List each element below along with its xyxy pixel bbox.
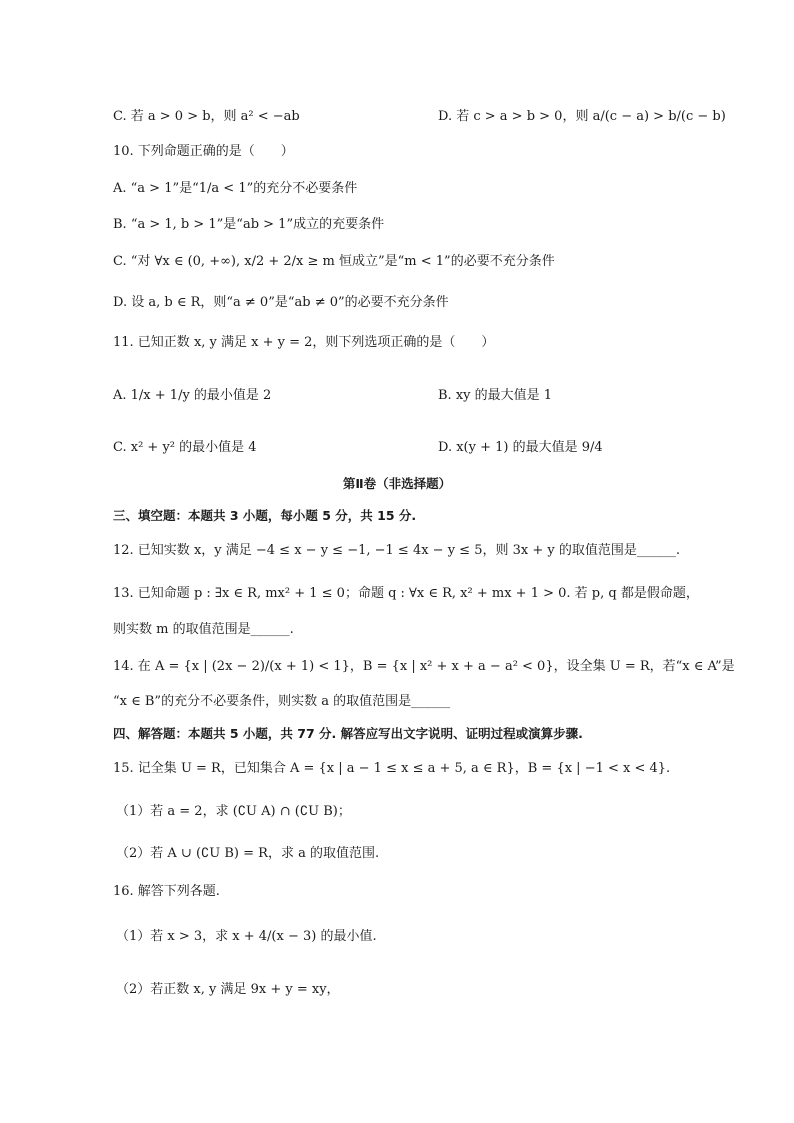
- question-15-part2: （2）若 A ∪ (∁U B) = R，求 a 的取值范围.: [116, 846, 380, 861]
- question-16-part2: （2）若正数 x, y 满足 9x + y = xy，: [116, 982, 340, 997]
- option-10a: A. “a > 1”是“1/a < 1”的充分不必要条件: [113, 181, 358, 196]
- option-11c: C. x² + y² 的最小值是 4: [113, 440, 257, 455]
- question-16: 16. 解答下列各题.: [113, 884, 220, 899]
- question-13: 13. 已知命题 p : ∃x ∈ R, mx² + 1 ≤ 0；命题 q : ∀x ∈ R, x² + mx + 1 > 0. 若 p, q 都是假命题，: [113, 586, 699, 601]
- option-10c: C. “对 ∀x ∈ (0, +∞), x/2 + 2/x ≥ m 恒成立”是“m < 1”的必要不充分条件: [113, 254, 555, 269]
- question-12: 12. 已知实数 x，y 满足 −4 ≤ x − y ≤ −1, −1 ≤ 4x − y ≤ 5，则 3x + y 的取值范围是______.: [113, 543, 680, 558]
- question-10: 10. 下列命题正确的是（ ）: [113, 144, 294, 159]
- option-10b: B. “a > 1, b > 1”是“ab > 1”成立的充要条件: [113, 217, 385, 232]
- option-9c: C. 若 a > 0 > b，则 a² < −ab: [113, 109, 300, 124]
- question-15-part1: （1）若 a = 2，求 (∁U A) ∩ (∁U B)；: [116, 804, 351, 819]
- option-9d: D. 若 c > a > b > 0，则 a/(c − a) > b/(c − b): [438, 109, 726, 124]
- question-14-cont: “x ∈ B”的充分不必要条件，则实数 a 的取值范围是______: [113, 694, 451, 709]
- question-16-part1: （1）若 x > 3，求 x + 4/(x − 3) 的最小值.: [116, 929, 377, 944]
- option-11b: B. xy 的最大值是 1: [438, 388, 553, 403]
- option-10d: D. 设 a, b ∈ R，则“a ≠ 0”是“ab ≠ 0”的必要不充分条件: [113, 295, 449, 310]
- section-heading-solutions: 四、解答题：本题共 5 小题，共 77 分. 解答应写出文字说明、证明过程或演算步骤.: [113, 726, 583, 741]
- question-11: 11. 已知正数 x, y 满足 x + y = 2，则下列选项正确的是（ ）: [113, 335, 495, 350]
- section-title-part2: 第Ⅱ卷（非选择题）: [342, 476, 452, 491]
- question-14: 14. 在 A = {x | (2x − 2)/(x + 1) < 1}，B = {x | x² + x + a − a² < 0}，设全集 U = R，若“x ∈ A”是: [113, 659, 735, 674]
- question-13-cont: 则实数 m 的取值范围是______.: [113, 622, 294, 637]
- section-heading-fill-in: 三、填空题：本题共 3 小题，每小题 5 分，共 15 分.: [113, 508, 417, 523]
- option-11a: A. 1/x + 1/y 的最小值是 2: [113, 388, 272, 403]
- option-11d: D. x(y + 1) 的最大值是 9/4: [438, 440, 603, 455]
- question-15: 15. 记全集 U = R，已知集合 A = {x | a − 1 ≤ x ≤ a + 5, a ∈ R}，B = {x | −1 < x < 4}.: [113, 761, 671, 776]
